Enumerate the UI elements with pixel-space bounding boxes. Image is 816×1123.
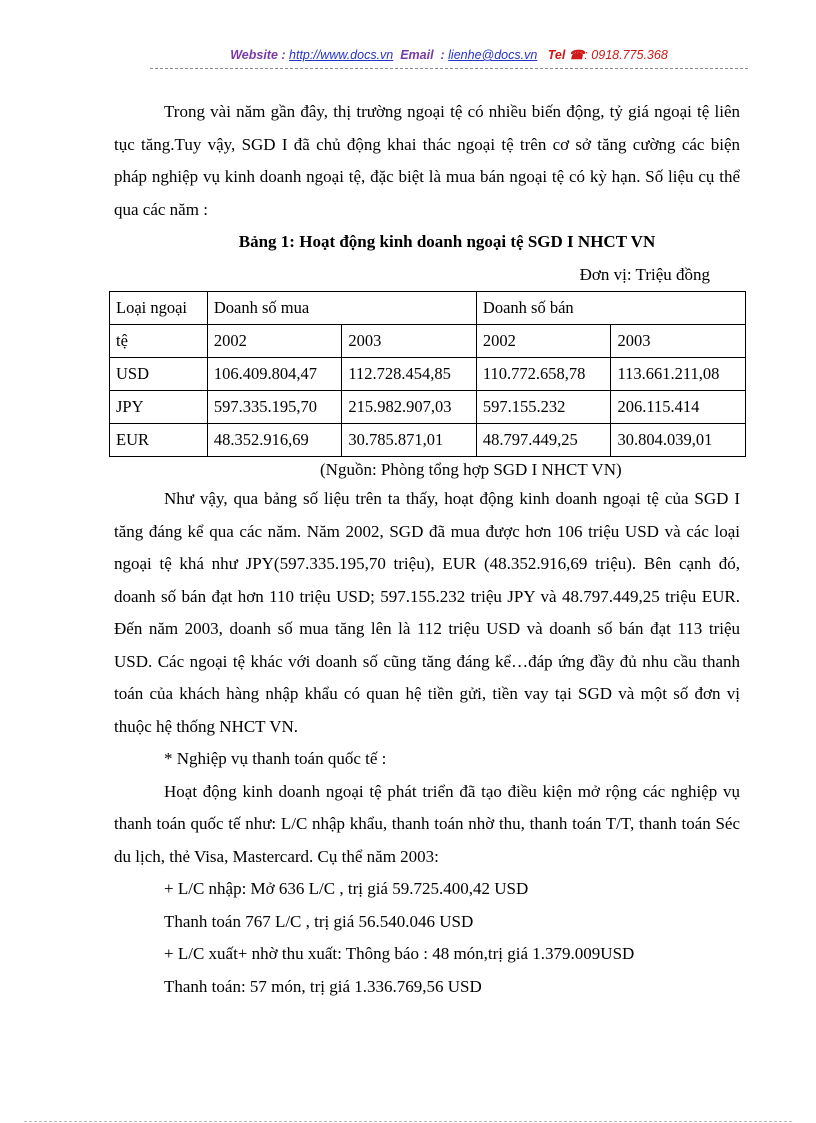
cell-currency: EUR <box>110 424 208 457</box>
website-label: Website <box>230 48 278 62</box>
table-header-row <box>110 292 746 325</box>
year-sell-2002: 2002 <box>476 325 611 358</box>
forex-table <box>109 291 746 457</box>
cell-value: 206.115.414 <box>611 391 746 424</box>
cell-value: 112.728.454,85 <box>342 358 477 391</box>
table-title: Bảng 1: Hoạt động kinh doanh ngoại tệ SGD I NHCT VN <box>238 232 656 251</box>
table-row <box>110 358 746 391</box>
year-buy-2003: 2003 <box>342 325 477 358</box>
document-body <box>114 96 740 1003</box>
cell-value: 215.982.907,03 <box>342 391 477 424</box>
payment-paragraph: Hoạt động kinh doanh ngoại tệ phát triển đã tạo điều kiện mở rộng các nghiệp vụ thanh toán quốc tế như: L/C nhập khẩu, thanh toán nhờ thu, thanh toán T/T, thanh toán Séc du lịch, thẻ Visa, Mastercard. Cụ thể năm 2003: <box>114 781 740 866</box>
year-buy-2002: 2002 <box>207 325 342 358</box>
cell-value: 48.352.916,69 <box>207 424 342 457</box>
cell-value: 597.335.195,70 <box>207 391 342 424</box>
page-header <box>150 47 748 62</box>
cell-value: 30.804.039,01 <box>611 424 746 457</box>
cell-value: 110.772.658,78 <box>476 358 611 391</box>
cell-value: 597.155.232 <box>476 391 611 424</box>
tel-value: : 0918.775.368 <box>584 48 668 62</box>
table-year-row <box>110 325 746 358</box>
list-item: + L/C xuất+ nhờ thu xuất: Thông báo : 48 món,trị giá 1.379.009USD <box>164 944 635 963</box>
analysis-paragraph: Như vậy, qua bảng số liệu trên ta thấy, hoạt động kinh doanh ngoại tệ của SGD I tăng đáng kể qua các năm. Năm 2002, SGD đã mua được hơn 106 triệu USD và các loại ngoại tệ khá như JPY(597.335.195,70 triệu), EUR (48.352.916,69 triệu). Bên cạnh đó, doanh số bán đạt hơn 110 triệu USD; 597.155.232 triệu JPY và 48.797.449,25 triệu EUR. Đến năm 2003, doanh số mua tăng lên là 112 triệu USD và doanh số bán đạt 113 triệu USD. Các ngoại tệ khác với doanh số cũng tăng đáng kể…đáp ứng đầy đủ nhu cầu thanh toán của khách hàng nhập khẩu có quan hệ tiền gửi, tiền vay tại SGD và một số đơn vị thuộc hệ thống NHCT VN. <box>114 489 740 736</box>
section-heading: * Nghiệp vụ thanh toán quốc tế : <box>164 749 387 768</box>
footer-divider <box>24 1121 792 1122</box>
email-link[interactable]: lienhe@docs.vn <box>448 48 538 62</box>
list-item: + L/C nhập: Mở 636 L/C , trị giá 59.725.400,42 USD <box>164 879 529 898</box>
list-item: Thanh toán 767 L/C , trị giá 56.540.046 USD <box>164 911 474 931</box>
tel-label: Tel ☎ <box>547 48 585 62</box>
cell-value: 106.409.804,47 <box>207 358 342 391</box>
intro-paragraph: Trong vài năm gần đây, thị trường ngoại tệ có nhiều biến động, tỷ giá ngoại tệ liên tục tăng.Tuy vậy, SGD I đã chủ động khai thác ngoại tệ trên cơ sở tăng cường các biện pháp nghiệp vụ kinh doanh ngoại tệ, đặc biệt là mua bán ngoại tệ có kỳ hạn. Số liệu cụ thể qua các năm : <box>114 102 740 219</box>
cell-currency: JPY <box>110 391 208 424</box>
table-row <box>110 424 746 457</box>
table-source: (Nguồn: Phòng tổng hợp SGD I NHCT VN) <box>320 460 622 479</box>
cell-value: 30.785.871,01 <box>342 424 477 457</box>
list-item: Thanh toán: 57 món, trị giá 1.336.769,56 USD <box>164 976 482 996</box>
header-buy: Doanh số mua <box>207 292 476 325</box>
website-sep: : <box>277 48 290 62</box>
table-unit: Đơn vị: Triệu đồng <box>579 264 710 284</box>
table-row <box>110 391 746 424</box>
cell-currency: USD <box>110 358 208 391</box>
header-currency: Loại ngoại <box>110 292 208 325</box>
cell-value: 48.797.449,25 <box>476 424 611 457</box>
cell-value: 113.661.211,08 <box>611 358 746 391</box>
header-currency-cont: tệ <box>110 325 208 358</box>
email-label: Email <box>400 48 434 62</box>
header-divider <box>150 68 748 69</box>
year-sell-2003: 2003 <box>611 325 746 358</box>
email-sep: : <box>437 48 449 62</box>
header-sell: Doanh số bán <box>476 292 745 325</box>
website-link[interactable]: http://www.docs.vn <box>289 48 394 62</box>
